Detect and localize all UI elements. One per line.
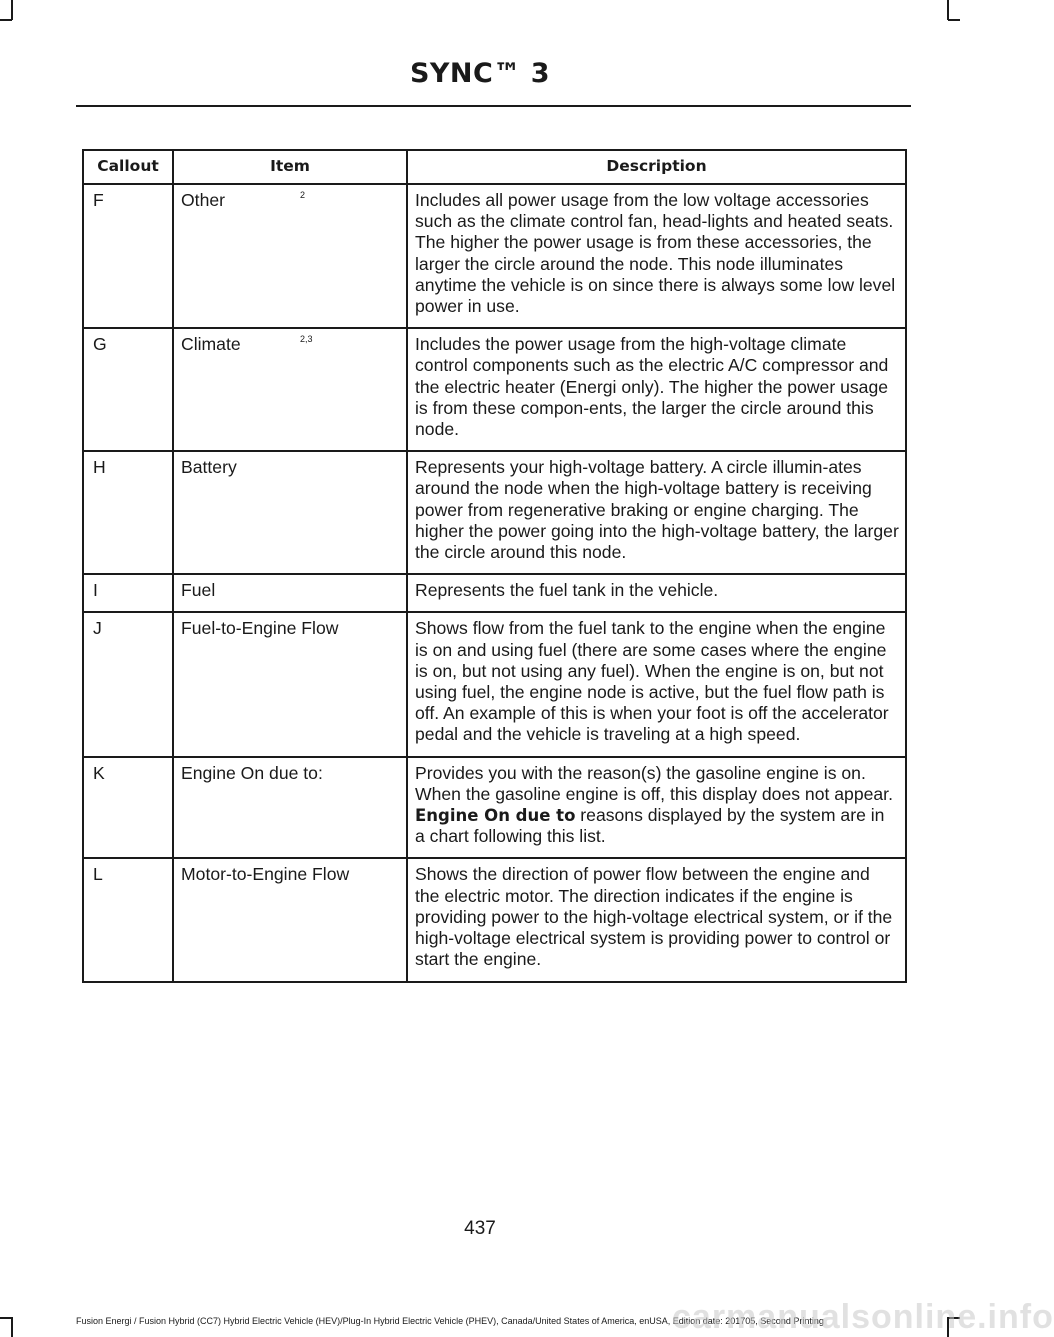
footnote-marker: 2,3 [300, 334, 313, 345]
callout-cell: L [83, 858, 173, 981]
item-cell [173, 757, 407, 859]
header-divider [76, 105, 911, 107]
description-cell: Shows the direction of power flow between the engine and the electric motor. The direction indicates if the engine is providing power to the high-voltage electrical system, or if the high-voltage electrical system is providing power to control or start the engine. [407, 858, 906, 981]
crop-mark-top-right-vertical [947, 0, 949, 20]
table-row [83, 328, 906, 451]
callout-table [82, 149, 907, 983]
description-emphasis: Engine On due to [415, 806, 576, 826]
footer-edition-text: Fusion Energi / Fusion Hybrid (CC7) Hybrid Electric Vehicle (HEV)/Plug-In Hybrid Electric Vehicle (PHEV), Canada/United States of America, enUSA, Edition date: 201705, Second Printing [76, 1316, 824, 1326]
crop-mark-bottom-left-horizontal [0, 1317, 12, 1319]
description-cell: Represents the fuel tank in the vehicle. [407, 574, 906, 612]
crop-mark-top-left-vertical [11, 0, 13, 20]
column-header-callout: Callout [83, 150, 173, 184]
item-cell [173, 612, 407, 756]
watermark: carmanualsonline.info [672, 1298, 1054, 1336]
item-cell [173, 858, 407, 981]
crop-mark-top-right-horizontal [948, 19, 960, 21]
table-header-row [83, 150, 906, 184]
item-label: Engine On due to: [181, 762, 323, 783]
item-cell [173, 328, 407, 451]
column-header-item: Item [173, 150, 407, 184]
table-row [83, 451, 906, 574]
callout-cell: H [83, 451, 173, 574]
description-cell [407, 757, 906, 859]
description-cell: Shows flow from the fuel tank to the engine when the engine is on and using fuel (there are some cases where the engine is on, but not using any fuel). When the engine is on, but not using fuel, the engine node is active, but the fuel flow path is off. An example of this is when your foot is off the accelerator pedal and the vehicle is traveling at a high speed. [407, 612, 906, 756]
item-label: Motor-to-Engine Flow [181, 864, 350, 885]
item-label: Battery [181, 457, 237, 478]
footnote-marker: 2 [300, 190, 306, 200]
item-label: Climate [181, 334, 241, 355]
callout-cell: J [83, 612, 173, 756]
callout-cell: G [83, 328, 173, 451]
item-label: Fuel-to-Engine Flow [181, 618, 339, 639]
item-cell [173, 451, 407, 574]
callout-cell: I [83, 574, 173, 612]
table-row [83, 612, 906, 756]
description-cell: Represents your high-voltage battery. A circle illumin-ates around the node when the high-voltage battery is receiving power from regenerative braking or engine charging. The higher the power going into the high-voltage battery, the larger the circle around this node. [407, 451, 906, 574]
description-cell: Includes all power usage from the low voltage accessories such as the climate control fan, head-lights and heated seats. The higher the power usage is from these accessories, the larger the circle around the node. This node illuminates anytime the vehicle is on since there is always some low level power in use. [407, 184, 906, 328]
description-text: Provides you with the reason(s) the gasoline engine is on. When the gasoline engine is off, this display does not appear. [415, 762, 893, 804]
table-row [83, 574, 906, 612]
description-text-continued: reasons displayed by the system are in a chart following this list. [415, 805, 885, 847]
item-cell [173, 574, 407, 612]
callout-cell: K [83, 757, 173, 859]
crop-mark-bottom-left-vertical [11, 1317, 13, 1337]
crop-mark-top-left-horizontal [0, 19, 12, 21]
item-cell [173, 184, 407, 328]
page-number: 437 [464, 1218, 496, 1239]
page-header-title: SYNC™ 3 [409, 58, 551, 89]
description-cell: Includes the power usage from the high-voltage climate control components such as the electric A/C compressor and the electric heater (Energi only). The higher the power usage is from these compon-ents, the larger the circle around this node. [407, 328, 906, 451]
item-label: Other [181, 190, 226, 210]
table-row [83, 757, 906, 859]
column-header-description: Description [407, 150, 906, 184]
table-row [83, 858, 906, 981]
table-row [83, 184, 906, 328]
item-label: Fuel [181, 580, 216, 601]
callout-cell: F [83, 184, 173, 328]
